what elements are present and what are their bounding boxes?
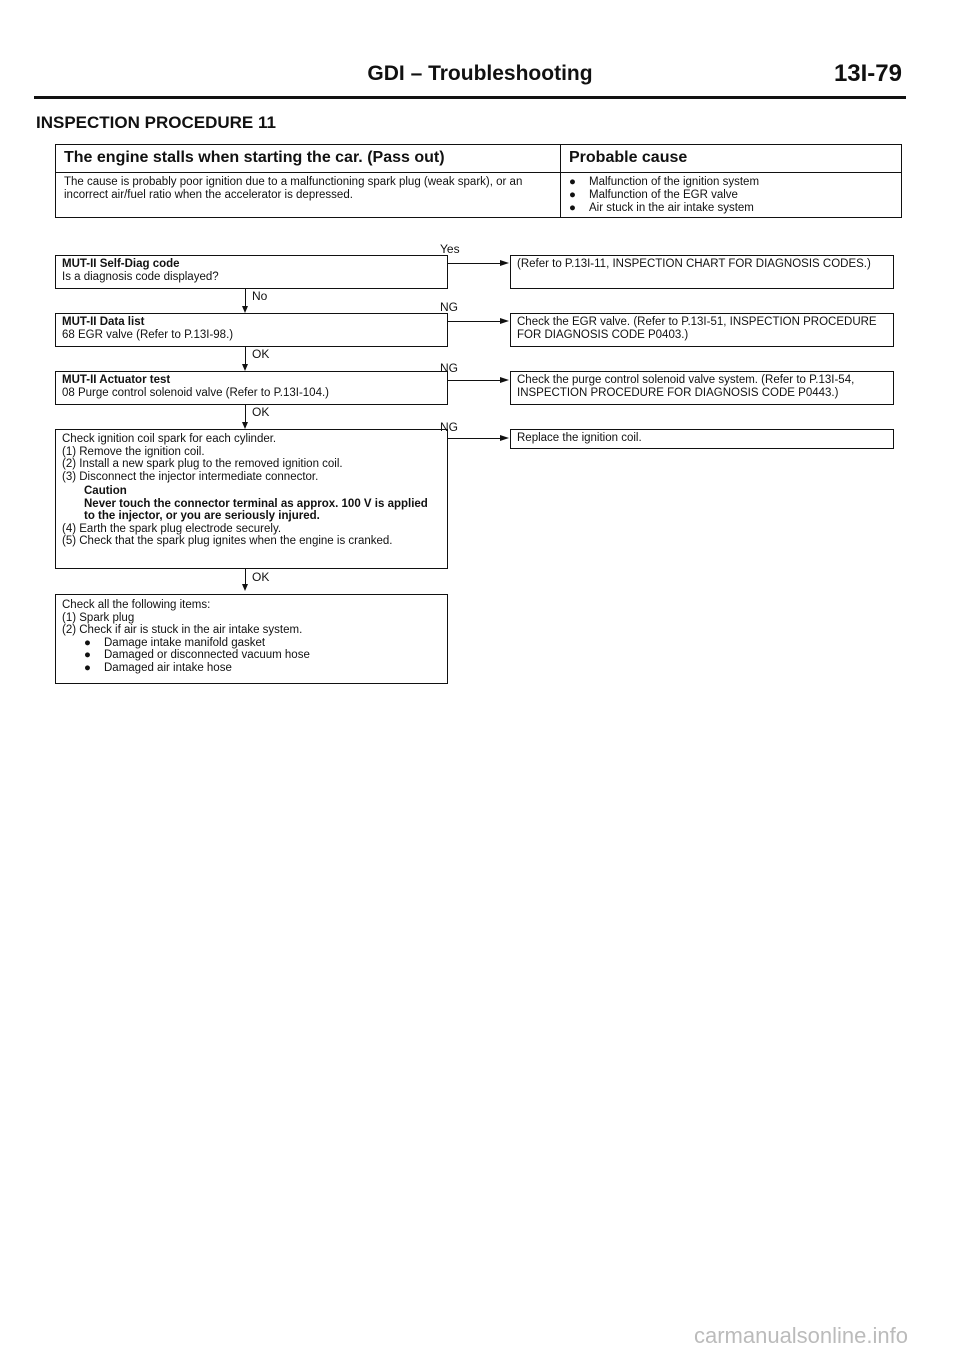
arrow-right-icon [500,435,509,441]
summary-table [55,144,902,218]
ok-label: OK [252,347,270,361]
check-item: ● Damage intake manifold gasket [84,636,266,649]
arrow-right-icon [500,260,509,266]
ok-label: OK [252,405,270,419]
step-line: (2) Check if air is stuck in the air intake system. [62,624,303,636]
check-item: ● Damaged or disconnected vacuum hose [84,649,310,661]
step-line: (1) Remove the ignition coil. [62,445,205,458]
page-number: 13I-79 [833,60,902,87]
step-line: (5) Check that the spark plug ignites when the engine is cranked. [62,535,393,547]
connector-line [448,380,503,381]
ng-label: NG [440,420,458,434]
step-text: 08 Purge control solenoid valve (Refer to P.13I-104.) [62,386,329,399]
symptom-text: The cause is probably poor ignition due to a malfunctioning spark plug (weak spark), or an incorrect air/fuel ratio when the accelerator is depressed. [56,173,561,217]
ng-label: NG [440,361,458,375]
result-yes: (Refer to P.13I-11, INSPECTION CHART FOR DIAGNOSIS CODES.) [510,255,894,289]
arrow-down-icon [242,306,248,313]
step-title: Check ignition coil spark for each cylinder. [62,433,277,445]
bullet-icon: ● [569,176,576,188]
step-title: MUT-II Self-Diag code [62,258,180,270]
arrow-down-icon [242,422,248,429]
result-egr: Check the EGR valve. (Refer to P.13I-51, INSPECTION PROCEDURE FOR DIAGNOSIS CODE P0403.) [510,313,894,347]
bullet-icon: ● [84,636,91,649]
cause-item: ● Malfunction of the EGR valve [569,189,738,201]
ok-label: OK [252,570,270,584]
step-title: MUT-II Actuator test [62,374,171,386]
step-title: Check all the following items: [62,599,211,611]
step-line: (4) Earth the spark plug electrode securely. [62,522,282,535]
bullet-icon: ● [84,649,91,661]
step-text: 68 EGR valve (Refer to P.13I-98.) [62,328,234,341]
probable-cause-heading: Probable cause [561,145,901,173]
step-title: MUT-II Data list [62,316,145,328]
caution-title: Caution [84,485,127,497]
step-line: (3) Disconnect the injector intermediate connector. [62,470,319,483]
watermark: carmanualsonline.info [693,1323,908,1348]
step-final-checks [55,594,448,684]
step-self-diag [55,255,448,289]
yes-label: Yes [440,242,460,256]
connector-line [448,438,503,439]
procedure-title: INSPECTION PROCEDURE 11 [36,113,276,132]
arrow-down-icon [242,364,248,371]
ng-label: NG [440,300,458,314]
check-item: ● Damaged air intake hose [84,661,232,674]
connector-line [448,321,503,322]
bullet-icon: ● [569,189,576,201]
step-data-list [55,313,448,347]
step-line: (1) Spark plug [62,611,135,624]
step-actuator-test [55,371,448,405]
result-purge: Check the purge control solenoid valve system. (Refer to P.13I-54, INSPECTION PROCEDURE FOR DIAGNOSIS CODE P0443.) [510,371,894,405]
cause-item: ● Air stuck in the air intake system [569,202,754,214]
bullet-icon: ● [569,202,576,214]
caution-text: Never touch the connector terminal as approx. 100 V is applied to the injector, or you are seriously injured. [84,497,428,522]
step-ignition-check [55,429,448,569]
arrow-down-icon [242,584,248,591]
page-header-title: GDI – Troubleshooting [367,62,593,85]
cause-item: ● Malfunction of the ignition system [569,176,760,188]
no-label: No [252,289,268,303]
header-rule [34,96,906,99]
cause-list [561,173,901,217]
arrow-right-icon [500,377,509,383]
result-ignition-coil: Replace the ignition coil. [510,429,894,449]
symptom-heading: The engine stalls when starting the car. (Pass out) [56,145,561,173]
step-line: (2) Install a new spark plug to the removed ignition coil. [62,458,343,470]
arrow-right-icon [500,318,509,324]
step-text: Is a diagnosis code displayed? [62,270,219,283]
connector-line [448,263,503,264]
bullet-icon: ● [84,661,91,674]
